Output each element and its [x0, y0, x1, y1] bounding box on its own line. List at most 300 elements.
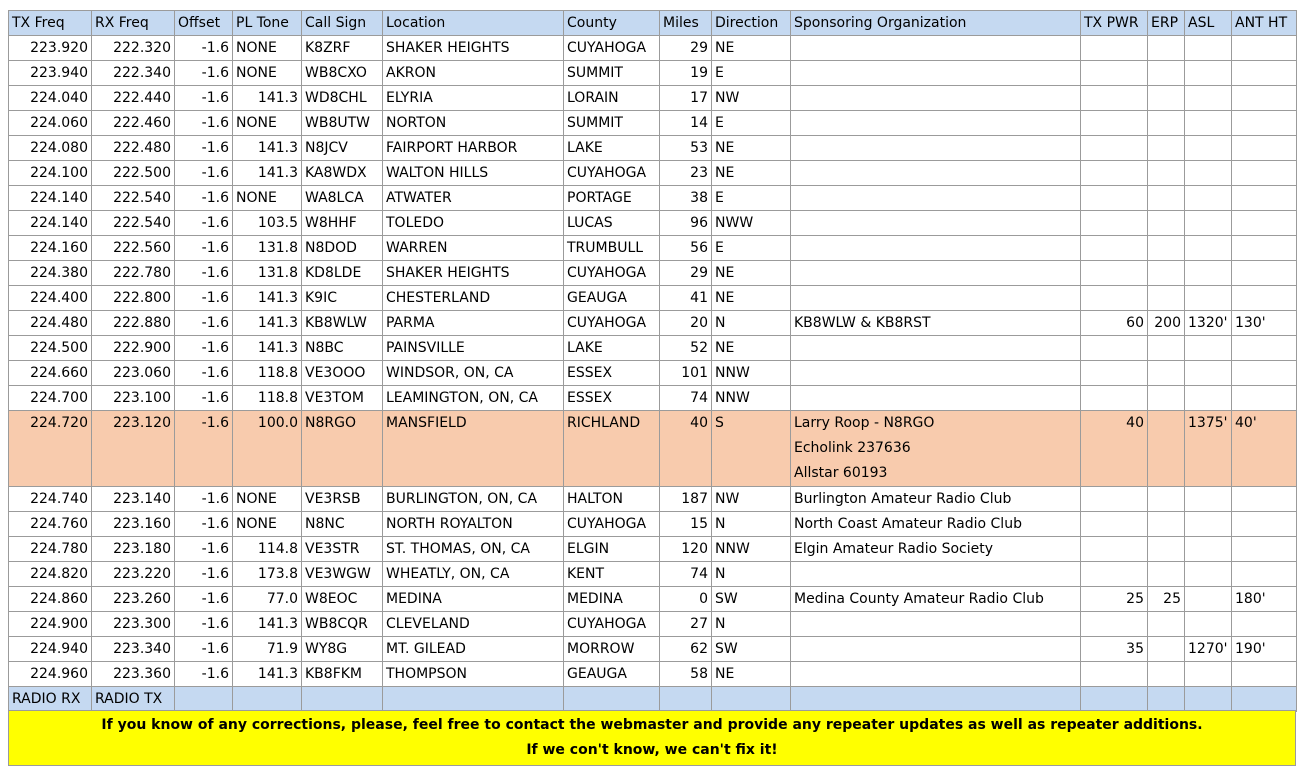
cell-tx-freq[interactable]: 224.480: [9, 311, 92, 336]
cell-offset[interactable]: -1.6: [175, 236, 233, 261]
cell-offset[interactable]: -1.6: [175, 186, 233, 211]
cell-ant-ht[interactable]: [1232, 186, 1297, 211]
cell-location[interactable]: CHESTERLAND: [383, 286, 564, 311]
cell-ant-ht[interactable]: [1232, 537, 1297, 562]
cell-tx-freq[interactable]: 224.700: [9, 386, 92, 411]
cell-asl[interactable]: [1185, 211, 1232, 236]
cell-asl[interactable]: [1185, 562, 1232, 587]
cell-asl[interactable]: [1185, 186, 1232, 211]
cell-tx-freq[interactable]: 224.500: [9, 336, 92, 361]
cell-offset[interactable]: -1.6: [175, 662, 233, 687]
cell-rx-freq[interactable]: 222.320: [92, 36, 175, 61]
cell-offset[interactable]: -1.6: [175, 61, 233, 86]
cell-sponsoring-organization[interactable]: [791, 236, 1081, 261]
cell-tx-freq[interactable]: 224.040: [9, 86, 92, 111]
cell-offset[interactable]: -1.6: [175, 487, 233, 512]
cell-direction[interactable]: E: [712, 186, 791, 211]
cell-location[interactable]: BURLINGTON, ON, CA: [383, 487, 564, 512]
cell-offset[interactable]: -1.6: [175, 411, 233, 487]
cell-ant-ht[interactable]: [1232, 487, 1297, 512]
cell-direction[interactable]: E: [712, 236, 791, 261]
cell-erp[interactable]: 25: [1148, 587, 1185, 612]
cell-county[interactable]: CUYAHOGA: [564, 261, 660, 286]
cell-direction[interactable]: NNW: [712, 386, 791, 411]
cell-direction[interactable]: SW: [712, 587, 791, 612]
cell-tx-freq[interactable]: 224.820: [9, 562, 92, 587]
cell-sponsoring-organization[interactable]: [791, 612, 1081, 637]
cell-rx-freq[interactable]: 222.880: [92, 311, 175, 336]
cell-asl[interactable]: [1185, 336, 1232, 361]
cell-sponsoring-organization[interactable]: [791, 111, 1081, 136]
cell-location[interactable]: MANSFIELD: [383, 411, 564, 487]
cell-asl[interactable]: [1185, 361, 1232, 386]
cell-ant-ht[interactable]: [1232, 111, 1297, 136]
cell-tx-freq[interactable]: 224.140: [9, 211, 92, 236]
cell-tx-freq[interactable]: 224.740: [9, 487, 92, 512]
cell-rx-freq[interactable]: 223.140: [92, 487, 175, 512]
cell-direction[interactable]: NNW: [712, 361, 791, 386]
cell-miles[interactable]: 23: [660, 161, 712, 186]
cell-direction[interactable]: NW: [712, 487, 791, 512]
cell-rx-freq[interactable]: 222.780: [92, 261, 175, 286]
cell-county[interactable]: CUYAHOGA: [564, 311, 660, 336]
cell-sponsoring-organization[interactable]: [791, 36, 1081, 61]
cell-call-sign[interactable]: W8EOC: [302, 587, 383, 612]
cell-rx-freq[interactable]: 222.560: [92, 236, 175, 261]
cell-sponsoring-organization[interactable]: Burlington Amateur Radio Club: [791, 487, 1081, 512]
cell-sponsoring-organization[interactable]: Medina County Amateur Radio Club: [791, 587, 1081, 612]
cell-direction[interactable]: NE: [712, 336, 791, 361]
cell-location[interactable]: THOMPSON: [383, 662, 564, 687]
cell-offset[interactable]: -1.6: [175, 286, 233, 311]
cell-pl-tone[interactable]: NONE: [233, 186, 302, 211]
cell-direction[interactable]: NE: [712, 36, 791, 61]
cell-rx-freq[interactable]: 222.460: [92, 111, 175, 136]
cell-call-sign[interactable]: WB8CXO: [302, 61, 383, 86]
cell-sponsoring-organization[interactable]: [791, 261, 1081, 286]
cell-county[interactable]: LORAIN: [564, 86, 660, 111]
cell-direction[interactable]: N: [712, 562, 791, 587]
column-header-tx-pwr[interactable]: TX PWR: [1081, 11, 1148, 36]
cell-pl-tone[interactable]: 114.8: [233, 537, 302, 562]
cell-rx-freq[interactable]: 223.060: [92, 361, 175, 386]
cell-rx-freq[interactable]: 223.180: [92, 537, 175, 562]
cell-asl[interactable]: [1185, 587, 1232, 612]
column-header-direction[interactable]: Direction: [712, 11, 791, 36]
cell-sponsoring-organization[interactable]: [791, 61, 1081, 86]
cell-tx-pwr[interactable]: [1081, 111, 1148, 136]
cell-asl[interactable]: [1185, 537, 1232, 562]
cell-miles[interactable]: 58: [660, 662, 712, 687]
cell-direction[interactable]: SW: [712, 637, 791, 662]
cell-direction[interactable]: N: [712, 311, 791, 336]
cell-pl-tone[interactable]: NONE: [233, 512, 302, 537]
cell-asl[interactable]: [1185, 61, 1232, 86]
cell-county[interactable]: LAKE: [564, 336, 660, 361]
cell-pl-tone[interactable]: 100.0: [233, 411, 302, 487]
cell-county[interactable]: GEAUGA: [564, 662, 660, 687]
cell-offset[interactable]: -1.6: [175, 637, 233, 662]
cell-asl[interactable]: [1185, 662, 1232, 687]
cell-erp[interactable]: [1148, 186, 1185, 211]
cell-pl-tone[interactable]: 118.8: [233, 386, 302, 411]
cell-asl[interactable]: [1185, 36, 1232, 61]
cell-sponsoring-organization[interactable]: [791, 562, 1081, 587]
cell-erp[interactable]: [1148, 236, 1185, 261]
cell-rx-freq[interactable]: 223.260: [92, 587, 175, 612]
column-header-offset[interactable]: Offset: [175, 11, 233, 36]
cell-county[interactable]: GEAUGA: [564, 286, 660, 311]
cell-sponsoring-organization[interactable]: [791, 361, 1081, 386]
cell-tx-pwr[interactable]: [1081, 136, 1148, 161]
cell-erp[interactable]: [1148, 361, 1185, 386]
cell-rx-freq[interactable]: 222.500: [92, 161, 175, 186]
cell-ant-ht[interactable]: [1232, 261, 1297, 286]
cell-erp[interactable]: [1148, 336, 1185, 361]
cell-asl[interactable]: [1185, 487, 1232, 512]
cell-asl[interactable]: [1185, 512, 1232, 537]
cell-call-sign[interactable]: KA8WDX: [302, 161, 383, 186]
cell-pl-tone[interactable]: NONE: [233, 36, 302, 61]
cell-erp[interactable]: [1148, 386, 1185, 411]
cell-ant-ht[interactable]: [1232, 161, 1297, 186]
cell-offset[interactable]: -1.6: [175, 612, 233, 637]
cell-tx-pwr[interactable]: [1081, 36, 1148, 61]
cell-county[interactable]: CUYAHOGA: [564, 36, 660, 61]
cell-tx-freq[interactable]: 224.060: [9, 111, 92, 136]
cell-direction[interactable]: E: [712, 111, 791, 136]
cell-tx-pwr[interactable]: [1081, 186, 1148, 211]
cell-ant-ht[interactable]: [1232, 662, 1297, 687]
cell-tx-freq[interactable]: 224.380: [9, 261, 92, 286]
cell-call-sign[interactable]: VE3TOM: [302, 386, 383, 411]
cell-ant-ht[interactable]: [1232, 512, 1297, 537]
cell-erp[interactable]: [1148, 136, 1185, 161]
cell-miles[interactable]: 52: [660, 336, 712, 361]
cell-asl[interactable]: [1185, 261, 1232, 286]
cell-tx-pwr[interactable]: [1081, 386, 1148, 411]
cell-call-sign[interactable]: N8BC: [302, 336, 383, 361]
cell-tx-freq[interactable]: 224.720: [9, 411, 92, 487]
cell-sponsoring-organization[interactable]: Elgin Amateur Radio Society: [791, 537, 1081, 562]
column-header-miles[interactable]: Miles: [660, 11, 712, 36]
cell-sponsoring-organization[interactable]: [791, 637, 1081, 662]
cell-tx-freq[interactable]: 223.920: [9, 36, 92, 61]
cell-ant-ht[interactable]: [1232, 386, 1297, 411]
cell-sponsoring-organization[interactable]: [791, 411, 1081, 487]
cell-ant-ht[interactable]: 190': [1232, 637, 1297, 662]
cell-miles[interactable]: 27: [660, 612, 712, 637]
cell-call-sign[interactable]: N8JCV: [302, 136, 383, 161]
cell-pl-tone[interactable]: 141.3: [233, 136, 302, 161]
cell-call-sign[interactable]: WA8LCA: [302, 186, 383, 211]
cell-county[interactable]: ESSEX: [564, 361, 660, 386]
cell-erp[interactable]: [1148, 662, 1185, 687]
cell-call-sign[interactable]: VE3OOO: [302, 361, 383, 386]
cell-location[interactable]: WINDSOR, ON, CA: [383, 361, 564, 386]
cell-tx-freq[interactable]: 224.960: [9, 662, 92, 687]
cell-call-sign[interactable]: N8RGO: [302, 411, 383, 487]
cell-location[interactable]: WHEATLY, ON, CA: [383, 562, 564, 587]
cell-location[interactable]: ATWATER: [383, 186, 564, 211]
cell-tx-freq[interactable]: 224.940: [9, 637, 92, 662]
cell-pl-tone[interactable]: 141.3: [233, 311, 302, 336]
cell-rx-freq[interactable]: 222.900: [92, 336, 175, 361]
cell-erp[interactable]: [1148, 286, 1185, 311]
cell-miles[interactable]: 74: [660, 386, 712, 411]
cell-tx-freq[interactable]: 224.760: [9, 512, 92, 537]
cell-direction[interactable]: NE: [712, 662, 791, 687]
cell-county[interactable]: LAKE: [564, 136, 660, 161]
cell-sponsoring-organization[interactable]: [791, 211, 1081, 236]
cell-erp[interactable]: [1148, 637, 1185, 662]
cell-pl-tone[interactable]: NONE: [233, 487, 302, 512]
cell-sponsoring-organization[interactable]: [791, 286, 1081, 311]
cell-miles[interactable]: 101: [660, 361, 712, 386]
cell-miles[interactable]: 15: [660, 512, 712, 537]
cell-rx-freq[interactable]: 222.480: [92, 136, 175, 161]
cell-direction[interactable]: S: [712, 411, 791, 487]
cell-call-sign[interactable]: N8NC: [302, 512, 383, 537]
cell-tx-pwr[interactable]: 40: [1081, 411, 1148, 487]
cell-erp[interactable]: 200: [1148, 311, 1185, 336]
cell-miles[interactable]: 62: [660, 637, 712, 662]
cell-pl-tone[interactable]: 71.9: [233, 637, 302, 662]
cell-offset[interactable]: -1.6: [175, 386, 233, 411]
cell-location[interactable]: WARREN: [383, 236, 564, 261]
cell-call-sign[interactable]: VE3RSB: [302, 487, 383, 512]
cell-location[interactable]: MT. GILEAD: [383, 637, 564, 662]
cell-erp[interactable]: [1148, 211, 1185, 236]
cell-pl-tone[interactable]: 131.8: [233, 236, 302, 261]
cell-direction[interactable]: N: [712, 512, 791, 537]
cell-county[interactable]: CUYAHOGA: [564, 612, 660, 637]
cell-direction[interactable]: N: [712, 612, 791, 637]
cell-offset[interactable]: -1.6: [175, 587, 233, 612]
cell-erp[interactable]: [1148, 61, 1185, 86]
cell-tx-freq[interactable]: 223.940: [9, 61, 92, 86]
column-header-tx-freq[interactable]: TX Freq: [9, 11, 92, 36]
cell-pl-tone[interactable]: 141.3: [233, 161, 302, 186]
cell-asl[interactable]: [1185, 286, 1232, 311]
cell-tx-pwr[interactable]: [1081, 61, 1148, 86]
cell-erp[interactable]: [1148, 86, 1185, 111]
cell-sponsoring-organization[interactable]: [791, 136, 1081, 161]
cell-pl-tone[interactable]: 141.3: [233, 286, 302, 311]
cell-tx-pwr[interactable]: [1081, 236, 1148, 261]
cell-location[interactable]: AKRON: [383, 61, 564, 86]
cell-tx-pwr[interactable]: 60: [1081, 311, 1148, 336]
cell-pl-tone[interactable]: NONE: [233, 111, 302, 136]
cell-asl[interactable]: [1185, 386, 1232, 411]
cell-tx-pwr[interactable]: [1081, 336, 1148, 361]
cell-miles[interactable]: 38: [660, 186, 712, 211]
cell-pl-tone[interactable]: 173.8: [233, 562, 302, 587]
cell-county[interactable]: RICHLAND: [564, 411, 660, 487]
cell-tx-freq[interactable]: 224.080: [9, 136, 92, 161]
cell-offset[interactable]: -1.6: [175, 361, 233, 386]
cell-county[interactable]: MORROW: [564, 637, 660, 662]
cell-miles[interactable]: 17: [660, 86, 712, 111]
cell-asl[interactable]: [1185, 111, 1232, 136]
cell-ant-ht[interactable]: [1232, 286, 1297, 311]
cell-miles[interactable]: 120: [660, 537, 712, 562]
cell-county[interactable]: ELGIN: [564, 537, 660, 562]
cell-ant-ht[interactable]: [1232, 336, 1297, 361]
cell-county[interactable]: MEDINA: [564, 587, 660, 612]
cell-miles[interactable]: 20: [660, 311, 712, 336]
column-header-location[interactable]: Location: [383, 11, 564, 36]
cell-sponsoring-organization[interactable]: KB8WLW & KB8RST: [791, 311, 1081, 336]
cell-erp[interactable]: [1148, 512, 1185, 537]
cell-tx-freq[interactable]: 224.780: [9, 537, 92, 562]
cell-miles[interactable]: 41: [660, 286, 712, 311]
cell-county[interactable]: TRUMBULL: [564, 236, 660, 261]
cell-pl-tone[interactable]: 141.3: [233, 662, 302, 687]
cell-sponsoring-organization[interactable]: [791, 86, 1081, 111]
cell-sponsoring-organization[interactable]: [791, 662, 1081, 687]
cell-location[interactable]: TOLEDO: [383, 211, 564, 236]
cell-tx-freq[interactable]: 224.660: [9, 361, 92, 386]
cell-ant-ht[interactable]: [1232, 361, 1297, 386]
cell-erp[interactable]: [1148, 111, 1185, 136]
cell-offset[interactable]: -1.6: [175, 537, 233, 562]
cell-direction[interactable]: NE: [712, 286, 791, 311]
cell-ant-ht[interactable]: 40': [1232, 411, 1297, 487]
cell-direction[interactable]: NE: [712, 136, 791, 161]
cell-offset[interactable]: -1.6: [175, 261, 233, 286]
cell-asl[interactable]: [1185, 612, 1232, 637]
cell-ant-ht[interactable]: [1232, 562, 1297, 587]
cell-ant-ht[interactable]: [1232, 86, 1297, 111]
cell-call-sign[interactable]: VE3STR: [302, 537, 383, 562]
cell-county[interactable]: CUYAHOGA: [564, 161, 660, 186]
column-header-sponsoring-organization[interactable]: Sponsoring Organization: [791, 11, 1081, 36]
cell-erp[interactable]: [1148, 562, 1185, 587]
cell-county[interactable]: CUYAHOGA: [564, 512, 660, 537]
cell-call-sign[interactable]: KB8WLW: [302, 311, 383, 336]
cell-pl-tone[interactable]: 141.3: [233, 336, 302, 361]
cell-miles[interactable]: 29: [660, 36, 712, 61]
cell-county[interactable]: SUMMIT: [564, 61, 660, 86]
cell-location[interactable]: PAINSVILLE: [383, 336, 564, 361]
cell-call-sign[interactable]: W8HHF: [302, 211, 383, 236]
cell-direction[interactable]: E: [712, 61, 791, 86]
cell-erp[interactable]: [1148, 261, 1185, 286]
column-header-county[interactable]: County: [564, 11, 660, 36]
cell-pl-tone[interactable]: 141.3: [233, 86, 302, 111]
cell-location[interactable]: SHAKER HEIGHTS: [383, 36, 564, 61]
cell-call-sign[interactable]: WB8UTW: [302, 111, 383, 136]
cell-rx-freq[interactable]: 223.300: [92, 612, 175, 637]
cell-direction[interactable]: NE: [712, 161, 791, 186]
cell-miles[interactable]: 74: [660, 562, 712, 587]
column-header-ant-ht[interactable]: ANT HT: [1232, 11, 1297, 36]
cell-tx-pwr[interactable]: [1081, 86, 1148, 111]
cell-pl-tone[interactable]: 141.3: [233, 612, 302, 637]
cell-rx-freq[interactable]: 222.800: [92, 286, 175, 311]
cell-erp[interactable]: [1148, 161, 1185, 186]
cell-rx-freq[interactable]: 223.340: [92, 637, 175, 662]
cell-tx-pwr[interactable]: [1081, 161, 1148, 186]
cell-ant-ht[interactable]: [1232, 61, 1297, 86]
cell-offset[interactable]: -1.6: [175, 111, 233, 136]
cell-miles[interactable]: 53: [660, 136, 712, 161]
cell-erp[interactable]: [1148, 487, 1185, 512]
cell-offset[interactable]: -1.6: [175, 36, 233, 61]
cell-direction[interactable]: NWW: [712, 211, 791, 236]
cell-rx-freq[interactable]: 222.540: [92, 186, 175, 211]
cell-rx-freq[interactable]: 222.340: [92, 61, 175, 86]
column-header-erp[interactable]: ERP: [1148, 11, 1185, 36]
cell-call-sign[interactable]: N8DOD: [302, 236, 383, 261]
column-header-pl-tone[interactable]: PL Tone: [233, 11, 302, 36]
cell-miles[interactable]: 29: [660, 261, 712, 286]
cell-erp[interactable]: [1148, 612, 1185, 637]
cell-miles[interactable]: 187: [660, 487, 712, 512]
cell-tx-pwr[interactable]: [1081, 662, 1148, 687]
cell-location[interactable]: NORTON: [383, 111, 564, 136]
cell-pl-tone[interactable]: 77.0: [233, 587, 302, 612]
cell-call-sign[interactable]: KB8FKM: [302, 662, 383, 687]
cell-offset[interactable]: -1.6: [175, 562, 233, 587]
cell-tx-pwr[interactable]: [1081, 361, 1148, 386]
cell-asl[interactable]: 1375': [1185, 411, 1232, 487]
cell-direction[interactable]: NE: [712, 261, 791, 286]
cell-tx-pwr[interactable]: [1081, 261, 1148, 286]
cell-location[interactable]: WALTON HILLS: [383, 161, 564, 186]
cell-location[interactable]: FAIRPORT HARBOR: [383, 136, 564, 161]
cell-tx-pwr[interactable]: [1081, 487, 1148, 512]
cell-call-sign[interactable]: WB8CQR: [302, 612, 383, 637]
cell-offset[interactable]: -1.6: [175, 86, 233, 111]
cell-county[interactable]: SUMMIT: [564, 111, 660, 136]
cell-sponsoring-organization[interactable]: North Coast Amateur Radio Club: [791, 512, 1081, 537]
cell-location[interactable]: NORTH ROYALTON: [383, 512, 564, 537]
cell-offset[interactable]: -1.6: [175, 336, 233, 361]
cell-county[interactable]: ESSEX: [564, 386, 660, 411]
cell-sponsoring-organization[interactable]: [791, 186, 1081, 211]
cell-asl[interactable]: 1270': [1185, 637, 1232, 662]
cell-county[interactable]: HALTON: [564, 487, 660, 512]
column-header-rx-freq[interactable]: RX Freq: [92, 11, 175, 36]
cell-pl-tone[interactable]: 103.5: [233, 211, 302, 236]
cell-tx-pwr[interactable]: [1081, 211, 1148, 236]
cell-tx-pwr[interactable]: [1081, 537, 1148, 562]
cell-rx-freq[interactable]: 223.220: [92, 562, 175, 587]
cell-erp[interactable]: [1148, 537, 1185, 562]
cell-miles[interactable]: 56: [660, 236, 712, 261]
cell-offset[interactable]: -1.6: [175, 512, 233, 537]
cell-asl[interactable]: [1185, 136, 1232, 161]
cell-offset[interactable]: -1.6: [175, 311, 233, 336]
cell-call-sign[interactable]: WY8G: [302, 637, 383, 662]
cell-rx-freq[interactable]: 223.100: [92, 386, 175, 411]
cell-asl[interactable]: [1185, 236, 1232, 261]
cell-sponsoring-organization[interactable]: [791, 336, 1081, 361]
cell-call-sign[interactable]: K8ZRF: [302, 36, 383, 61]
cell-ant-ht[interactable]: [1232, 136, 1297, 161]
cell-ant-ht[interactable]: 180': [1232, 587, 1297, 612]
cell-erp[interactable]: [1148, 411, 1185, 487]
cell-asl[interactable]: [1185, 161, 1232, 186]
cell-tx-pwr[interactable]: [1081, 286, 1148, 311]
cell-location[interactable]: ELYRIA: [383, 86, 564, 111]
column-header-call-sign[interactable]: Call Sign: [302, 11, 383, 36]
cell-direction[interactable]: NNW: [712, 537, 791, 562]
cell-tx-pwr[interactable]: 25: [1081, 587, 1148, 612]
cell-tx-pwr[interactable]: [1081, 562, 1148, 587]
